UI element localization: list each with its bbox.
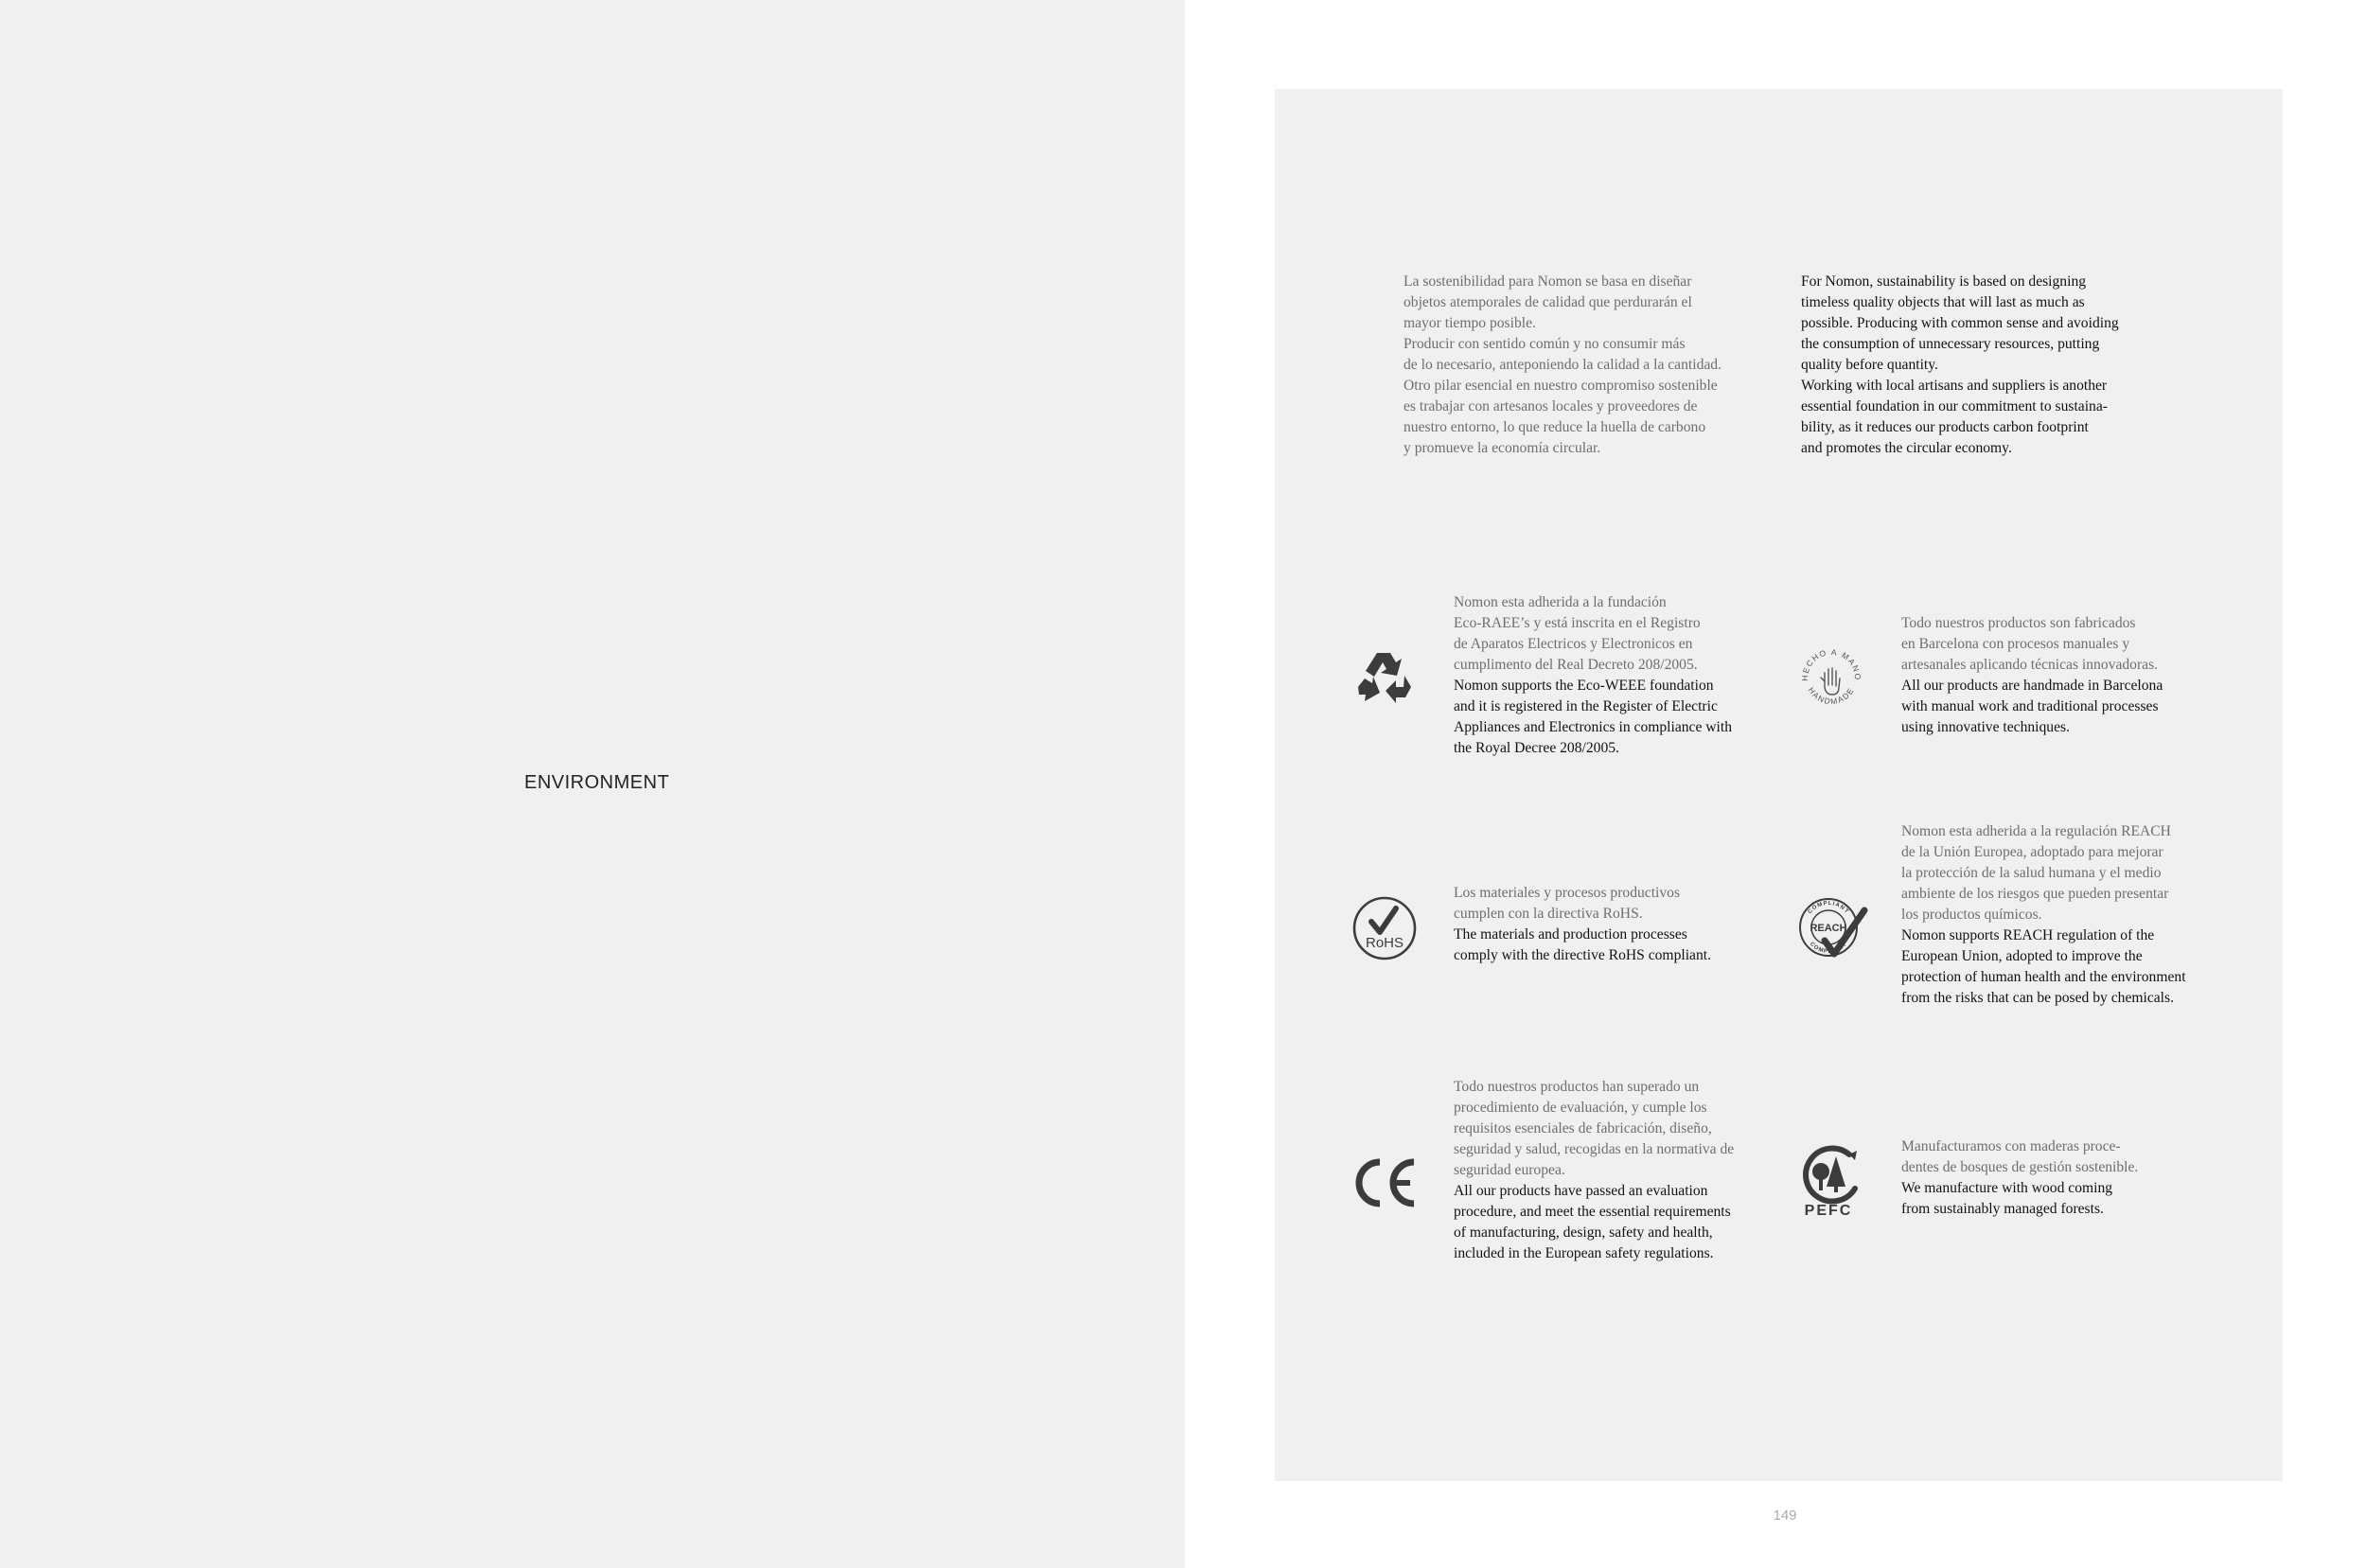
rohs-text-en: The materials and production processes comply with the directive RoHS compliant. [1454, 926, 1711, 963]
svg-text:HANDMADE [1807, 685, 1857, 706]
recycle-text-es: Nomon esta adherida a la fundación Eco-RAEE’s y está inscrita en el Registro de Aparatos Electricos y Electronicos en cumplimento del Real Decreto 208/2005. [1454, 594, 1701, 673]
handmade-stamp-icon [1796, 643, 1866, 714]
recycle-icon [1351, 647, 1418, 710]
reach-icon [1796, 893, 1868, 961]
svg-text:HECHO A MANO [1800, 647, 1863, 681]
reach-ring-top-text: COMPLIANT [1807, 900, 1850, 916]
pefc-icon [1796, 1143, 1868, 1221]
section-title: ENVIRONMENT [524, 772, 670, 793]
rohs-icon [1351, 895, 1418, 961]
page-number: 149 [1773, 1507, 1797, 1524]
reach-ring-bottom-text: COMPLIANT [1808, 941, 1849, 956]
stamp-text-top: HECHO A MANO [1799, 646, 1863, 681]
intro-text-es: La sostenibilidad para Nomon se basa en diseñar objetos atemporales de calidad que perdurarán el mayor tiempo posible. Producir con sentido común y no consumir más de lo necesario, anteponiendo la calidad a la cantidad. Otro pilar esencial en nuestro compromiso sostenible es trabajar con artesanos locales y proveedores de nuestro entorno, lo que reduce la huella de carbono y promueve la economía circular. [1404, 273, 1722, 456]
pefc-logo-text: PEFC [1804, 1203, 1853, 1219]
rohs-text-es: Los materiales y procesos productivos cumplen con la directiva RoHS. [1454, 885, 1681, 922]
handmade-text-en: All our products are handmade in Barcelona with manual work and traditional processes using innovative techniques. [1901, 678, 2163, 735]
reach-text-es: Nomon esta adherida a la regulación REACH de la Unión Europea, adoptado para mejorar la protección de la salud humana y el medio ambiente de los riesgos que pueden presentar los productos químicos. [1901, 823, 2171, 923]
ce-mark-icon [1351, 1156, 1420, 1209]
pefc-text-en: We manufacture with wood coming from sustainably managed forests. [1901, 1180, 2113, 1217]
reach-logo-text: REACH [1810, 923, 1847, 934]
ce-text-es: Todo nuestros productos han superado un procedimiento de evaluación, y cumple los requisitos esenciales de fabricación, diseño, seguridad y salud, recogidas en la normativa de seguridad europea. [1454, 1079, 1735, 1178]
pefc-text-es: Manufacturamos con maderas proce- dentes de bosques de gestión sostenible. [1901, 1138, 2139, 1175]
handmade-text-es: Todo nuestros productos son fabricados en Barcelona con procesos manuales y artesanales aplicando técnicas innovadoras. [1901, 615, 2159, 673]
rohs-logo-text: RoHS [1365, 935, 1404, 951]
reach-text-en: Nomon supports REACH regulation of the European Union, adopted to improve the protection of human health and the environment from the risks that can be posed by chemicals. [1901, 927, 2186, 1006]
ce-text-en: All our products have passed an evaluation procedure, and meet the essential requirements of manufacturing, design, safety and health, included in the European safety regulations. [1454, 1183, 1731, 1261]
stamp-text-bottom: HANDMADE [1806, 685, 1857, 707]
recycle-text-en: Nomon supports the Eco-WEEE foundation and it is registered in the Register of Electric Appliances and Electronics in compliance with the Royal Decree 208/2005. [1454, 678, 1733, 756]
intro-text-en: For Nomon, sustainability is based on designing timeless quality objects that will last as much as possible. Producing with common sense and avoiding the consumption of unnecessary resources, putting quality before quantity. Working with local artisans and suppliers is another essential foundation in our commitment to sustaina- bility, as it reduces our products carbon footprint and promotes the circular economy. [1801, 273, 2119, 456]
